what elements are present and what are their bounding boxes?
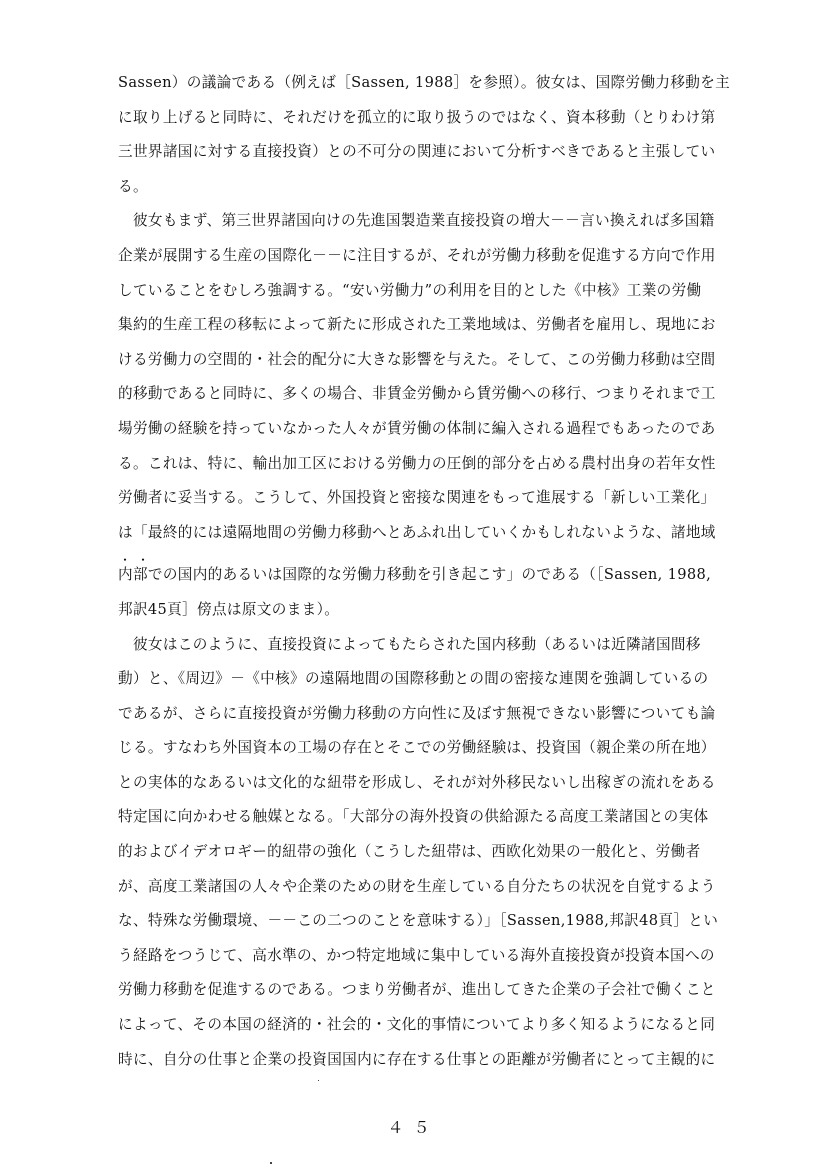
text-line-5: 彼女もまず、第三世界諸国向けの先進国製造業直接投資の増大－－言い換えれば多国籍 [118,212,715,230]
text-line-14: は「最終的には遠隔地間の労働力移動へとあふれ出していくかもしれないような、諸地域 [118,523,716,541]
text-line-28: によって、その本国の経済的・社会的・文化的事情についてより多く知るようになると同 [118,1016,716,1034]
text-line-1: Sassen）の議論である（例えば［Sassen, 1988］を参照）。彼女は、国際労働力移動を主 [118,74,731,91]
scan-speck [318,1080,319,1081]
text-line-18: 動）と、《周辺》－《中核》の遠隔地間の国際移動との間の密接な連関を強調しているの [118,670,709,688]
text-line-11: 場労働の経験を持っていなかった人々が賃労働の体制に編入される過程でもあったのであ [118,419,716,437]
emphasis-dots: ・・ [119,554,156,567]
text-line-24: が、高度工業諸国の人々や企業のための財を生産している自分たちの状況を自覚するよう [118,877,716,895]
text-line-20: じる。すなわち外国資本の工場の存在とそこでの労働経験は、投資国（親企業の所在地） [118,739,716,757]
text-line-27: 労働力移動を促進するのである。つまり労働者が、進出してきた企業の子会社で働くこと [118,981,716,999]
text-line-7: していることをむしろ強調する。“安い労働力”の利用を目的とした《中核》工業の労働 [118,281,702,299]
text-line-17: 彼女はこのように、直接投資によってもたらされた国内移動（あるいは近隣諸国間移 [118,635,701,653]
text-line-21: との実体的なあるいは文化的な紐帯を形成し、それが対外移民ないし出稼ぎの流れをある [118,773,716,791]
text-line-9: ける労働力の空間的・社会的配分に大きな影響を与えた。そして、この労働力移動は空間 [118,350,716,368]
text-line-29: 時に、自分の仕事と企業の投資国国内に存在する仕事との距離が労働者にとって主観的に [118,1050,716,1068]
text-line-6: 企業が展開する生産の国際化－－に注目するが、それが労働力移動を促進する方向で作用 [118,246,716,264]
text-line-4: る。 [118,177,148,195]
text-line-13: 労働者に妥当する。こうして、外国投資と密接な関連をもって進展する「新しい工業化」 [118,489,716,507]
text-line-25: な、特殊な労働環境、－－この二つのことを意味する）」［Sassen,1988,邦訳48頁］とい [118,912,719,930]
text-line-8: 集約的生産工程の移転によって新たに形成された工業地域は、労働者を雇用し、現地にお [118,316,716,334]
text-line-15: 内部での国内的あるいは国際的な労働力移動を引き起こす」のである（［Sassen, 1988, [118,566,712,584]
page-number: ４５ [387,1118,440,1137]
text-line-2: に取り上げると同時に、それだけを孤立的に取り扱うのではなく、資本移動（とりわけ第 [118,108,716,126]
text-line-23: 的およびイデオロギー的紐帯の強化（こうした紐帯は、西欧化効果の一般化と、労働者 [118,843,701,861]
text-line-3: 三世界諸国に対する直接投資）との不可分の関連において分析すべきであると主張してい [118,143,716,161]
text-line-12: る。これは、特に、輸出加工区における労働力の圧倒的部分を占める農村出身の若年女性 [118,454,716,472]
body-text [118,66,778,1077]
text-line-22: 特定国に向かわせる触媒となる。「大部分の海外投資の供給源たる高度工業諸国との実体 [118,808,709,826]
text-line-16: 邦訳45頁］傍点は原文のまま）。 [118,600,340,618]
scan-speck [270,1162,272,1164]
text-line-26: う経路をつうじて、高水準の、かつ特定地域に集中している海外直接投資が投資本国への [118,946,715,964]
text-line-10: 的移動であると同時に、多くの場合、非賃金労働から賃労働への移行、つまりそれまで工 [118,385,716,403]
text-line-19: であるが、さらに直接投資が労働力移動の方向性に及ぼす無視できない影響についても論 [118,704,716,722]
